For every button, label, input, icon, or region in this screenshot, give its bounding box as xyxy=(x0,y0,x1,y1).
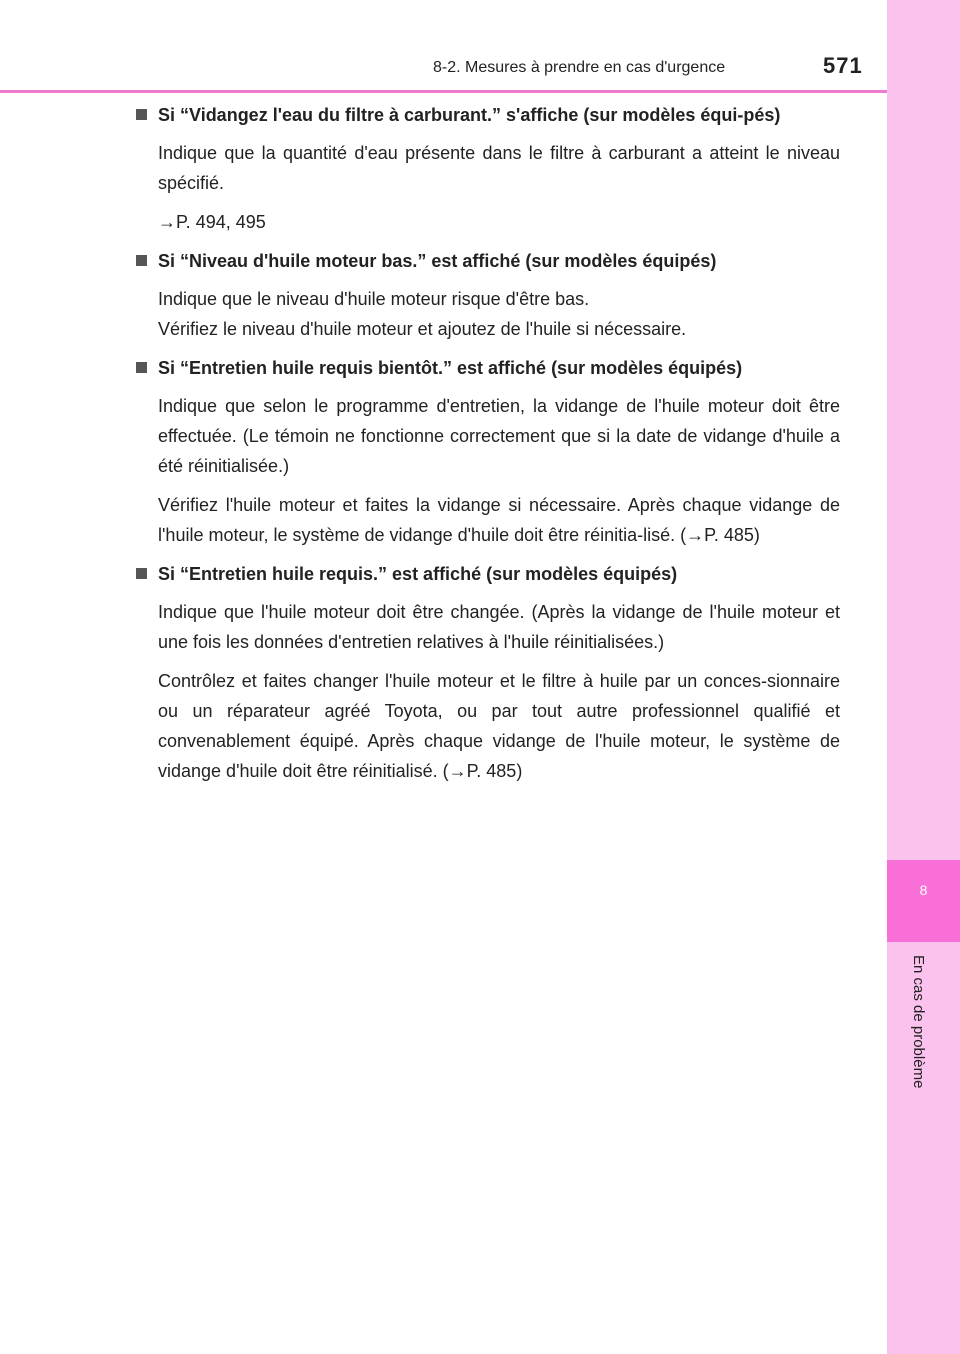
page-reference[interactable] xyxy=(158,207,840,237)
header-rule xyxy=(0,90,887,93)
warning-item xyxy=(130,353,840,550)
square-bullet-icon xyxy=(136,109,147,120)
square-bullet-icon xyxy=(136,362,147,373)
page-number: 571 xyxy=(823,53,863,78)
arrow-right-icon: → xyxy=(158,212,176,232)
item-paragraph: Indique que selon le programme d'entretien, la vidange de l'huile moteur doit être effectuée. (Le témoin ne fonctionne correctement que si la date de vidange d'huile a été réinitialisée.) xyxy=(158,396,840,476)
item-paragraph: Indique que la quantité d'eau présente dans le filtre à carburant a atteint le niveau spécifié. xyxy=(158,143,840,193)
page-reference-text: P. 494, 495 xyxy=(176,212,266,232)
warning-item xyxy=(130,246,840,344)
chapter-number: 8 xyxy=(919,882,928,898)
item-title: Si “Vidangez l'eau du filtre à carburant.” s'affiche (sur modèles équi-pés) xyxy=(158,105,781,125)
item-paragraph: Vérifiez l'huile moteur et faites la vidange si nécessaire. Après chaque vidange de l'huile moteur, le système de vidange d'huile doit être réinitia-lisé. (→P. 485) xyxy=(158,495,840,545)
item-title: Si “Entretien huile requis bientôt.” est affiché (sur modèles équipés) xyxy=(158,358,743,378)
item-paragraph: Indique que l'huile moteur doit être changée. (Après la vidange de l'huile moteur et une fois les données d'entretien relatives à l'huile réinitialisées.) xyxy=(158,602,840,652)
header-section-title: 8-2. Mesures à prendre en cas d'urgence xyxy=(433,59,726,76)
chapter-title: En cas de problème xyxy=(910,955,927,1089)
item-title: Si “Niveau d'huile moteur bas.” est affiché (sur modèles équipés) xyxy=(158,251,717,271)
warning-item xyxy=(130,100,840,237)
page-content xyxy=(130,100,840,795)
item-paragraph: Contrôlez et faites changer l'huile moteur et le filtre à huile par un conces-sionnaire ou un réparateur agréé Toyota, ou par tout autre professionnel qualifié et convenablement équipé. Après chaque vidange de l'huile moteur, le système de vidange d'huile doit être réinitialisé. (→P. 485) xyxy=(158,671,840,781)
square-bullet-icon xyxy=(136,255,147,266)
side-tab xyxy=(887,0,960,1354)
square-bullet-icon xyxy=(136,568,147,579)
warning-item xyxy=(130,559,840,786)
side-tab-chapter-marker[interactable] xyxy=(887,860,960,942)
item-title: Si “Entretien huile requis.” est affiché (sur modèles équipés) xyxy=(158,564,678,584)
item-paragraph: Vérifiez le niveau d'huile moteur et ajoutez de l'huile si nécessaire. xyxy=(158,319,687,339)
item-paragraph: Indique que le niveau d'huile moteur risque d'être bas. xyxy=(158,289,590,309)
